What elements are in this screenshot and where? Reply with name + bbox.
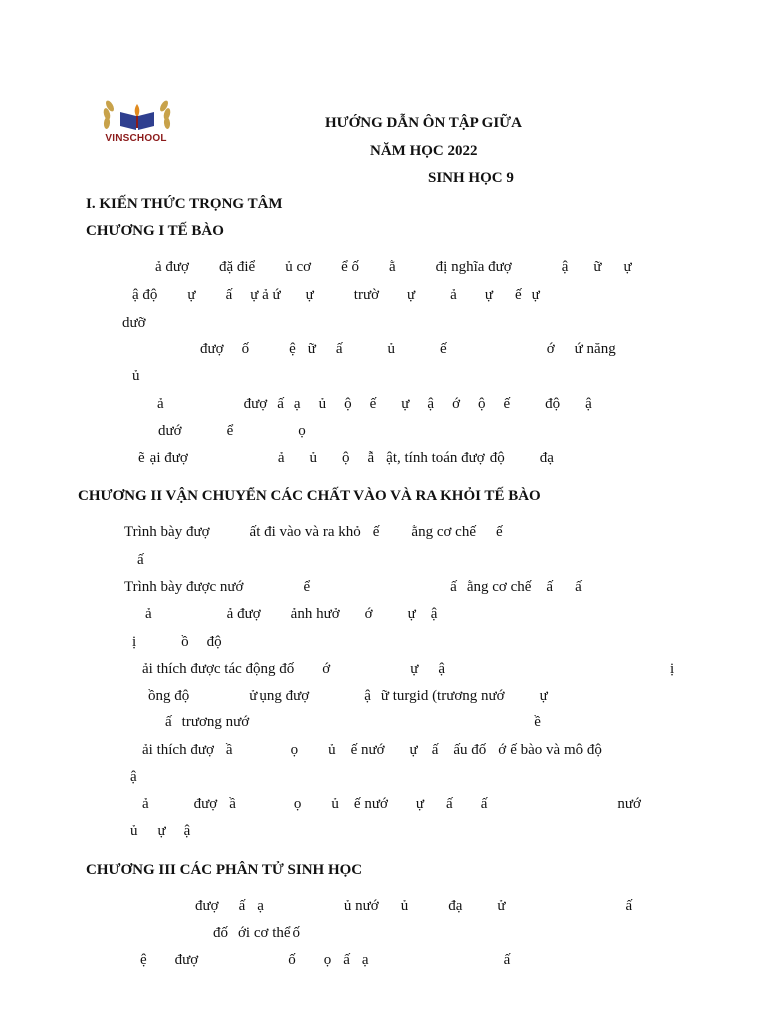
doc-title: HƯỚNG DẪN ÔN TẬP GIỮA bbox=[325, 115, 522, 131]
subject: SINH HỌC 9 bbox=[428, 170, 514, 186]
ch2-line-9: ải thích đượ ầ ọ ủ ế nướ ự ấ ấu đố ớ ế bào và mô độ bbox=[142, 742, 602, 758]
school-year: NĂM HỌC 2022 bbox=[370, 143, 478, 159]
ch1-line-8: ẽ ại đượ ả ủ ộ ẫ ật, tính toán đượ độ đạ bbox=[138, 450, 554, 466]
ch3-line-3: ệ đượ ố ọ ấ ạ ấ bbox=[140, 952, 511, 968]
ch2-line-6: ải thích được tác động đố ớ ự ậ ị bbox=[142, 661, 675, 677]
logo-brand-text: VINSCHOOL bbox=[105, 133, 167, 144]
ch2-line-8: ấ trương nướ ề bbox=[165, 714, 541, 730]
ch2-line-11: ả đượ ầ ọ ủ ế nướ ự ấ ấ nướ bbox=[142, 796, 641, 812]
ch1-line-2: ậ độ ự ấ ự ả ứ ự trườ ự ả ự ế ự bbox=[132, 287, 540, 303]
chapter-3-title: CHƯƠNG III CÁC PHÂN TỬ SINH HỌC bbox=[86, 862, 363, 878]
chapter-2-title: CHƯƠNG II VẬN CHUYỂN CÁC CHẤT VÀO VÀ RA KHỎI TẾ BÀO bbox=[78, 488, 541, 504]
ch1-line-7: dướ ể ọ bbox=[158, 423, 306, 439]
vinschool-logo bbox=[100, 96, 174, 160]
logo-tagline bbox=[104, 146, 168, 149]
section-heading: I. KIẾN THỨC TRỌNG TÂM bbox=[86, 196, 283, 212]
ch1-line-3: dưỡ bbox=[122, 315, 146, 331]
ch1-line-6: ả đượ ấ ạ ủ ộ ế ự ậ ớ ộ ế độ ậ bbox=[157, 396, 592, 412]
ch2-line-5: ị ồ độ bbox=[132, 634, 222, 650]
ch2-line-1: Trình bày đượ ất đi vào và ra khỏ ế ằng cơ chế ế bbox=[124, 524, 503, 540]
ch1-line-4: đượ ố ệ ữ ấ ủ ế ớ ứ năng bbox=[200, 341, 616, 357]
ch3-line-1: đượ ấ ạ ủ nướ ủ đạ ử ấ bbox=[195, 898, 633, 914]
ch1-line-1: ả đượ đặ điể ủ cơ ể ố ằ đị nghĩa đượ ậ ữ ự bbox=[155, 259, 632, 275]
ch3-line-2: đố ới cơ thể ố bbox=[213, 925, 301, 941]
ch2-line-2: ấ bbox=[137, 552, 144, 568]
ch2-line-3: Trình bày được nướ ể ấ ằng cơ chế ấ ấ bbox=[124, 579, 582, 595]
chapter-1-title: CHƯƠNG I TẾ BÀO bbox=[86, 223, 224, 239]
ch2-line-12: ủ ự ậ bbox=[130, 823, 191, 839]
ch2-line-10: ậ bbox=[130, 769, 137, 785]
ch2-line-7: ồng độ ử ụng đượ ậ ữ turgid (trương nướ ự bbox=[148, 688, 548, 704]
ch2-line-4: ả ả đượ ảnh hưở ớ ự ậ bbox=[145, 606, 438, 622]
ch1-line-5: ủ bbox=[132, 368, 140, 384]
